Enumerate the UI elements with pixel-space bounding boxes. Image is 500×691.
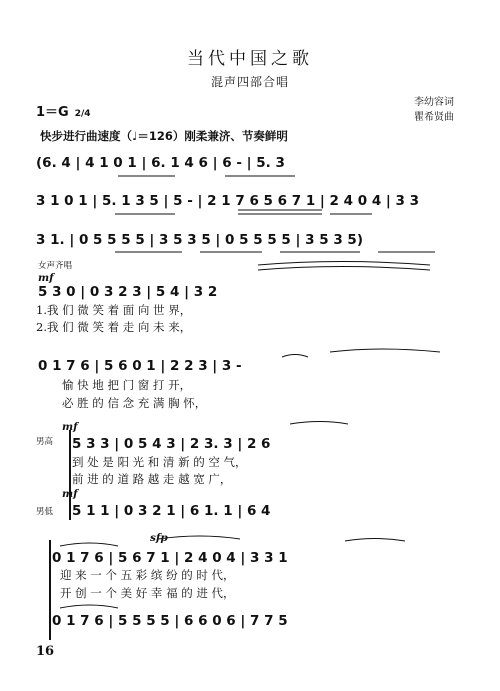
slur-line <box>258 262 430 266</box>
system-7-lyrics-verse-1: 迎 来 一 个 五 彩 缤 纷 的 时 代， <box>60 568 235 582</box>
page-number: 16 <box>36 644 55 659</box>
song-title: 当代中国之歌 <box>187 49 313 69</box>
dynamic-mf: mf <box>38 272 54 284</box>
system-1-notes: (6. 4 | 4 1 0 1 | 6. 1 4 6 | 6 - | 5. 3 <box>36 155 285 171</box>
system-4-lyrics-verse-1: 1.我 们 微 笑 着 面 向 世 界， <box>36 303 192 317</box>
key-signature: 1＝G 2/4 <box>36 105 91 120</box>
part-label-tenor: 男高 <box>36 437 54 447</box>
system-4-notes: 5 3 0 | 0 3 2 3 | 5 4 | 3 2 <box>38 284 218 300</box>
system-7-lyrics-verse-2: 开 创 一 个 美 好 幸 福 的 进 代， <box>60 586 235 600</box>
system-5-lyrics-verse-1: 愉 快 地 把 门 窗 打 开， <box>62 378 192 392</box>
composer-credit: 瞿希贤曲 <box>414 112 454 123</box>
system-4-lyrics-verse-2: 2.我 们 微 笑 着 走 向 未 来， <box>36 320 192 334</box>
system-6-lyrics-verse-1: 到 处 是 阳 光 和 清 新 的 空 气， <box>72 455 247 469</box>
part-label-bass: 男低 <box>36 507 54 517</box>
dynamic-mf-lower: mf <box>62 488 78 500</box>
part-label-women: 女声齐唱 <box>38 261 73 271</box>
song-subtitle: 混声四部合唱 <box>210 75 289 89</box>
system-2-notes: 3 1 0 1 | 5. 1 3 5 | 5 - | 2 1 7 6 5 6 7 1 | 2 4 0 4 | 3 3 <box>36 193 420 209</box>
time-signature: 2/4 <box>74 109 91 119</box>
system-5-lyrics-verse-2: 必 胜 的 信 念 充 满 胸 怀， <box>62 396 207 410</box>
system-7-lower-notes: 0 1 7 6 | 5 5 5 5 | 6 6 0 6 | 7 7 5 <box>52 613 288 629</box>
system-7-upper-notes: 0 1 7 6 | 5 6 7 1 | 2 4 0 4 | 3 3 1 <box>52 550 288 566</box>
system-5-notes: 0 1 7 6 | 5 6 0 1 | 2 2 3 | 3 - <box>38 358 242 374</box>
dynamic-sfp: sfp <box>150 532 168 544</box>
lyricist-credit: 李幼容词 <box>414 97 454 108</box>
system-3-notes: 3 1. | 0 5 5 5 5 | 3 5 3 5 | 0 5 5 5 5 | 3 5 3 5) <box>36 232 363 248</box>
system-6-upper-notes: 5 3 3 | 0 5 4 3 | 2 3. 3 | 2 6 <box>72 436 271 452</box>
system-6-lower-notes: 5 1 1 | 0 3 2 1 | 6 1. 1 | 6 4 <box>72 503 271 519</box>
tempo-marking: 快步进行曲速度（♩＝126）刚柔兼济、节奏鲜明 <box>40 129 288 143</box>
dynamic-mf-upper: mf <box>62 421 78 433</box>
system-6-lyrics-verse-2: 前 进 的 道 路 越 走 越 宽 广， <box>72 472 232 486</box>
